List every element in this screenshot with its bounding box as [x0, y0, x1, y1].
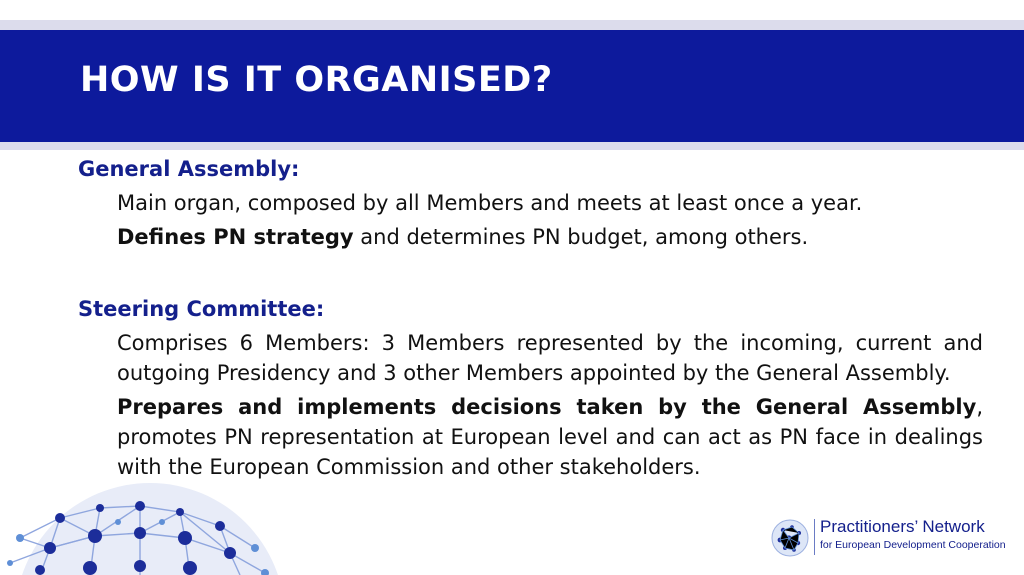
- section-heading-general-assembly: General Assembly:: [78, 157, 300, 181]
- section-spacer: [78, 252, 983, 294]
- bullet-bold-text: Defines PN strategy: [117, 225, 354, 249]
- slide-content: [78, 154, 983, 482]
- bullet-text: , promotes PN representation at European level and can act as PN face in dealings with the European Commission and other stakeholders.: [117, 395, 983, 479]
- bullet-item: [117, 392, 983, 482]
- header-top-band: [0, 20, 1024, 30]
- pn-logo: [770, 516, 1006, 560]
- globe-network-icon: [770, 518, 810, 558]
- globe-network-decoration-icon: [0, 478, 290, 575]
- bullet-text: Main organ, composed by all Members and meets at least once a year.: [117, 191, 863, 215]
- bullet-text: and determines PN budget, among others.: [353, 225, 809, 249]
- bullet-item: [117, 328, 983, 388]
- header-bottom-band: [0, 142, 1024, 150]
- bullet-bold-text: Prepares and implements decisions taken by the General Assembly: [117, 395, 977, 419]
- bullet-item: [117, 188, 983, 218]
- bullet-text: Comprises 6 Members: 3 Members represented by the incoming, current and outgoing Presidency and 3 other Members appointed by the General Assembly.: [117, 331, 983, 385]
- section-heading-steering-committee: Steering Committee:: [78, 297, 325, 321]
- bullet-item: [117, 222, 983, 252]
- logo-name: Practitioners’ Network: [820, 517, 985, 536]
- slide-title: HOW IS IT ORGANISED?: [80, 60, 553, 100]
- logo-divider: [814, 519, 815, 555]
- logo-subtitle: for European Development Cooperation: [820, 539, 1006, 551]
